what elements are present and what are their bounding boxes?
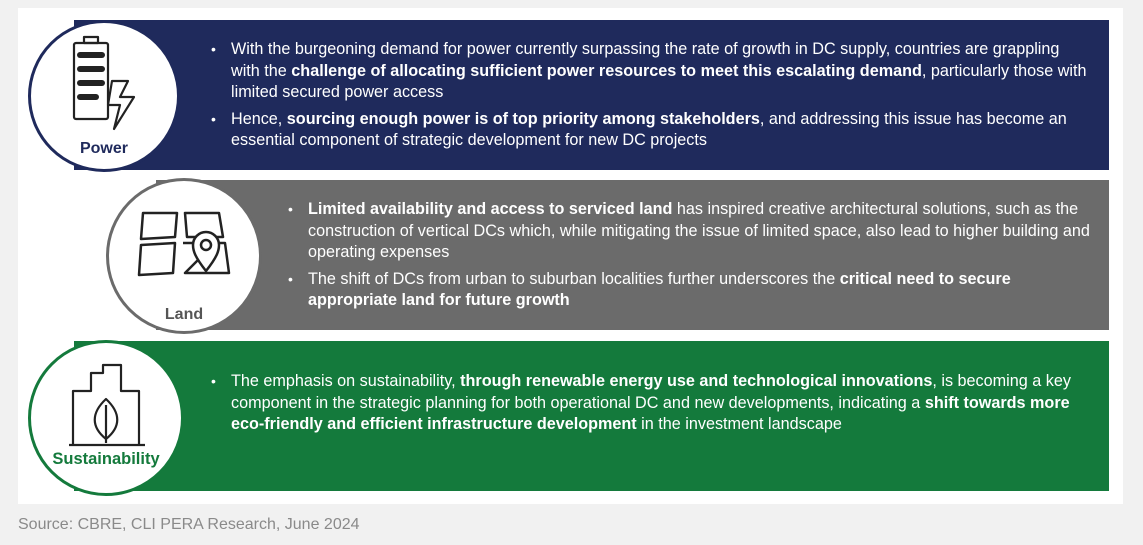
text: in the investment landscape (636, 415, 842, 433)
bold-text: shift towards more eco-friendly and efficient infrastructure development (231, 393, 1070, 433)
power-label: Power (79, 140, 128, 157)
land-bullet-1 (286, 199, 1091, 264)
building-leaf-icon (69, 361, 149, 451)
land-band (156, 180, 1109, 330)
bold-text: sourcing enough power is of top priority among stakeholders (286, 109, 760, 128)
land-bullet-2 (286, 269, 1091, 312)
source-note: Source: CBRE, CLI PERA Research, June 2024 (18, 516, 360, 533)
land-map-pin-icon (137, 209, 233, 279)
power-band (74, 20, 1109, 170)
text: The shift of DCs from urban to suburban localities further underscores the (308, 269, 840, 288)
text: , is becoming a key component in the strategic planning for both operational DC and new developments, indicating a (231, 372, 1071, 412)
sustainability-band (74, 341, 1109, 491)
text: With the burgeoning demand for power currently surpassing the rate of growth in DC supply, countries are grappling with the (231, 40, 1060, 80)
text: has inspired creative architectural solutions, such as the construction of vertical DCs which, while mitigating the issue of limited space, also lead to higher building and operating expenses (308, 200, 1090, 261)
bold-text: critical need to secure appropriate land for future growth (308, 269, 1011, 309)
bold-text: through renewable energy use and technological innovations (460, 372, 933, 390)
sustainability-badge (28, 340, 184, 496)
power-badge (28, 20, 180, 172)
text: , particularly those with limited secured power access (231, 61, 1087, 101)
battery-power-icon (66, 33, 146, 133)
bold-text: challenge of allocating sufficient power resources to meet this escalating demand (291, 61, 922, 80)
power-bullet-2 (209, 109, 1091, 152)
content-card (18, 8, 1123, 504)
power-bullet-1 (209, 39, 1091, 104)
text: , and addressing this issue has become an essential component of strategic development for new DC projects (231, 109, 1067, 149)
land-badge (106, 178, 262, 334)
bold-text: Limited availability and access to serviced land (308, 200, 673, 218)
sustainability-label: Sustainability (52, 450, 160, 468)
text: Hence, (231, 109, 287, 128)
land-label: Land (164, 306, 204, 323)
text: The emphasis on sustainability, (231, 372, 461, 390)
sustainability-bullet-1 (209, 371, 1091, 436)
